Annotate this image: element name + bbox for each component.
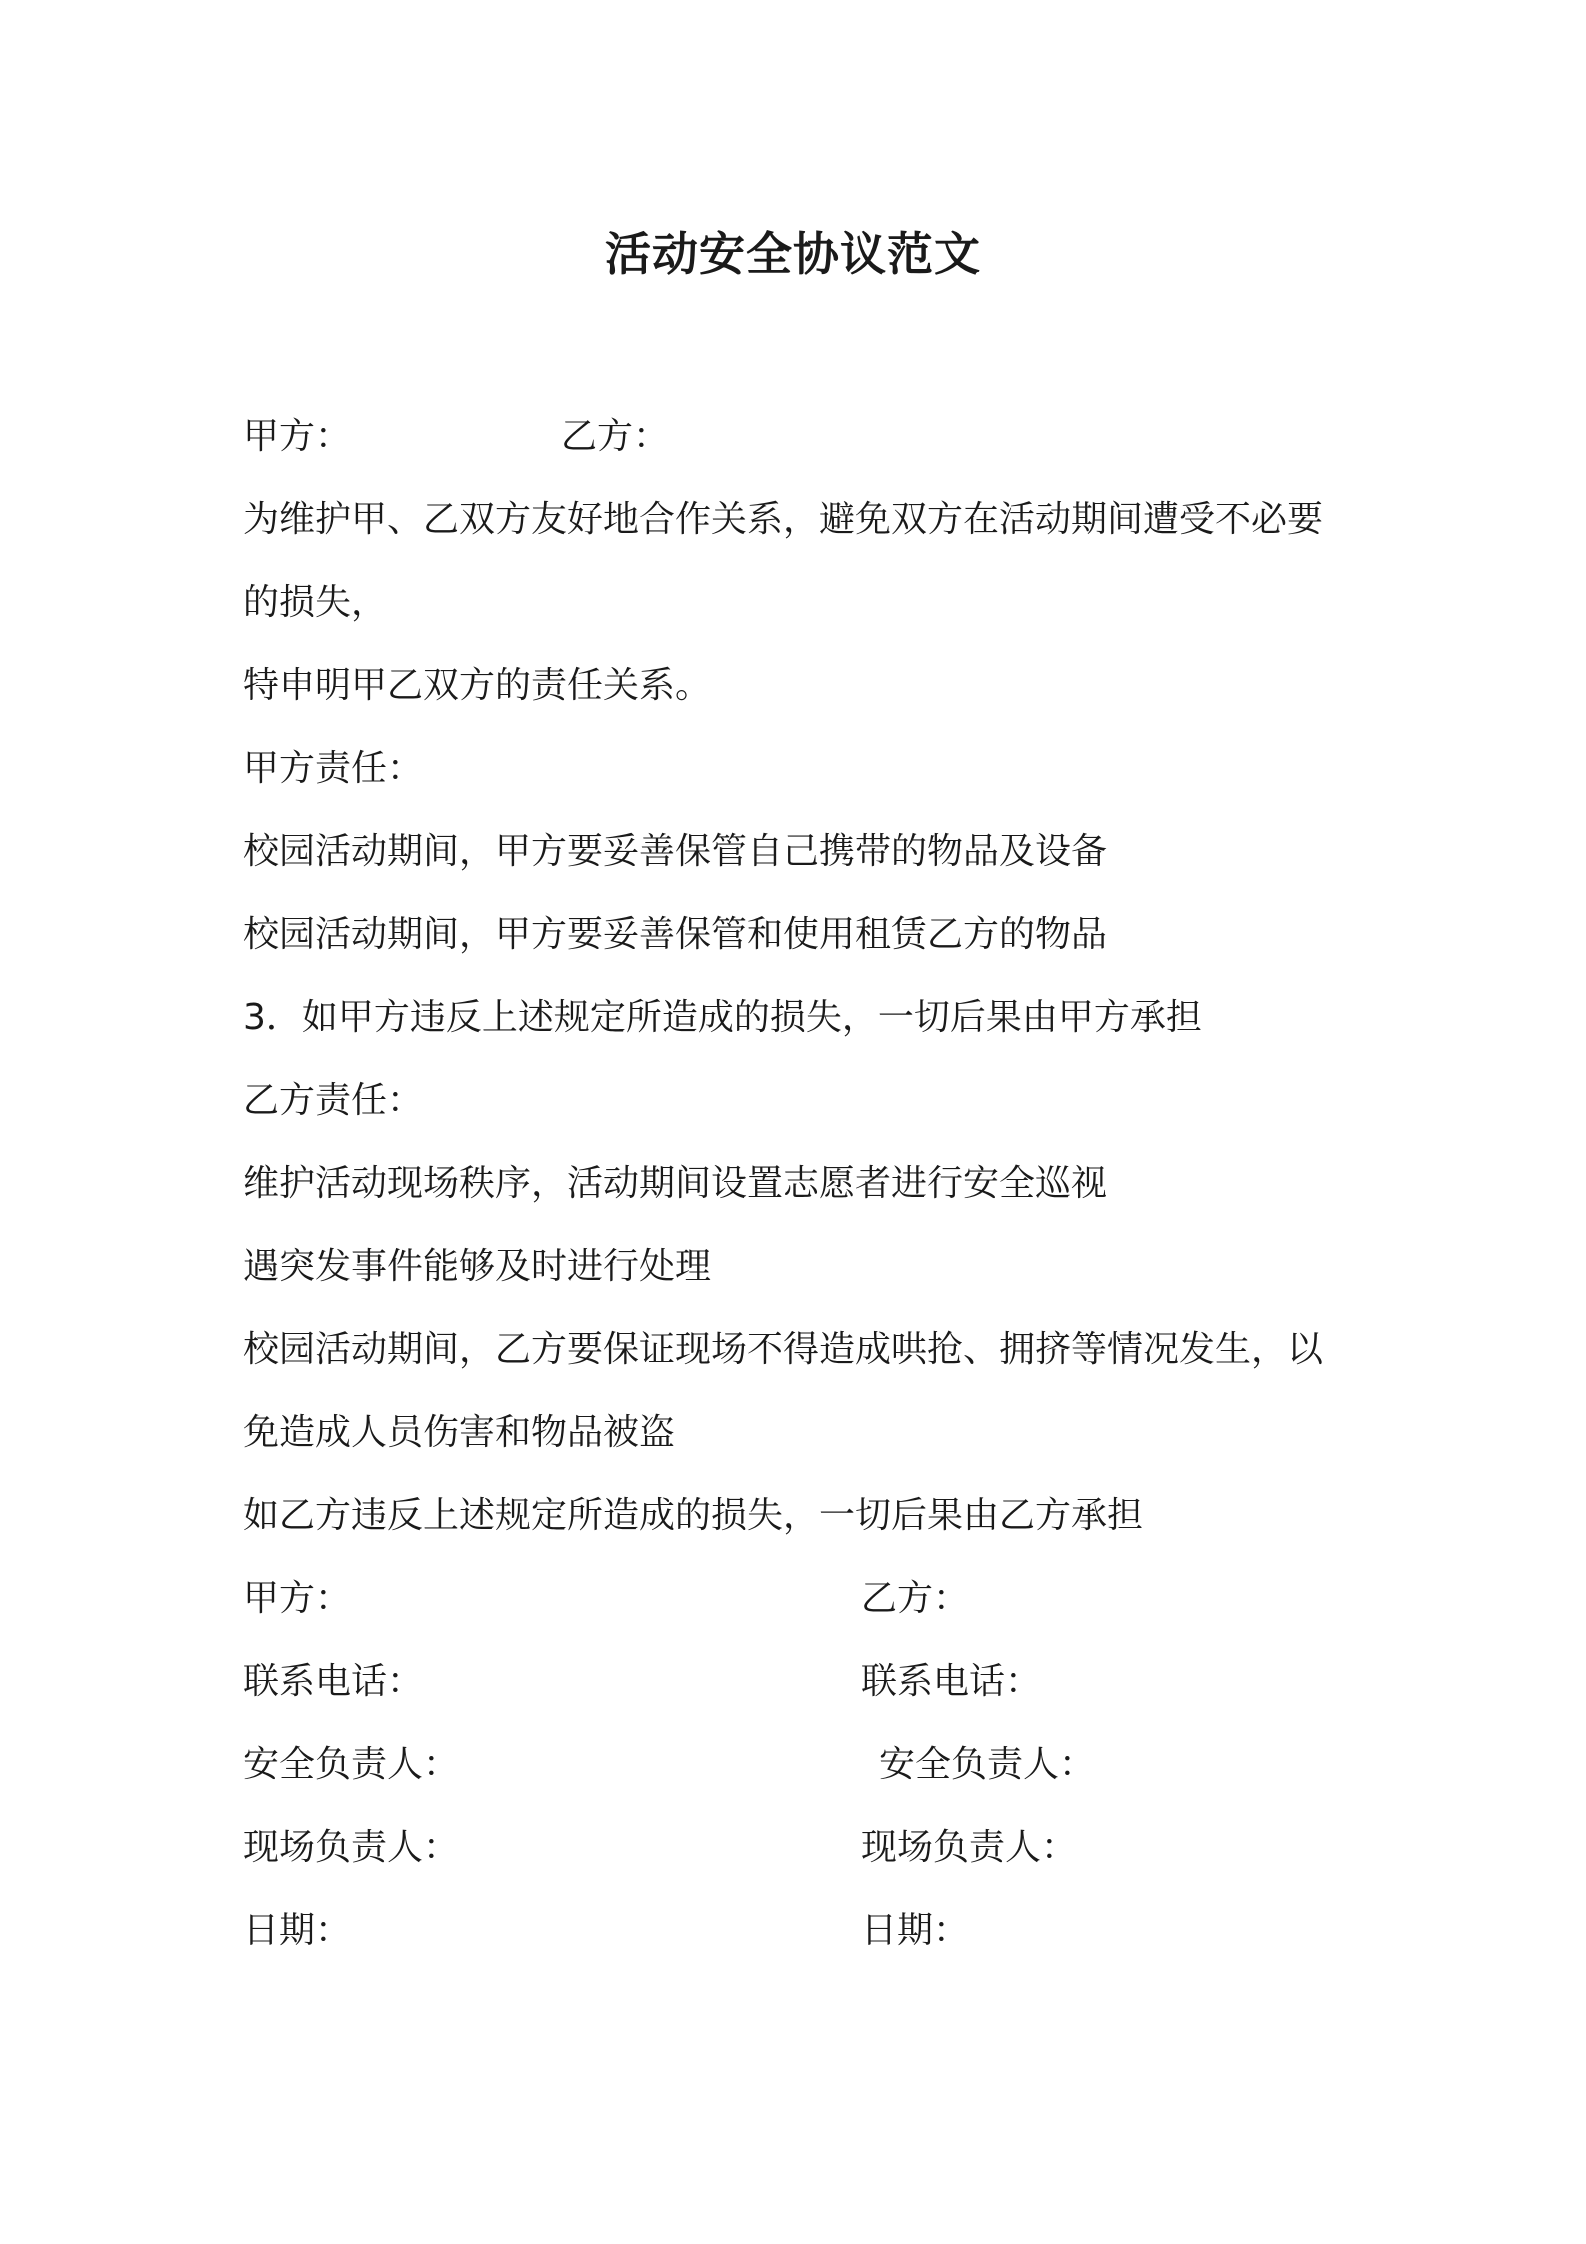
signature-site-officer-b: 现场负责人： (861, 1827, 1078, 1868)
intro-line-3: 特申明甲乙双方的责任关系。 (243, 665, 712, 706)
signature-safety-officer-a: 安全负责人： (243, 1744, 460, 1785)
header-party-b: 乙方： (561, 416, 670, 457)
signature-date-b: 日期： (861, 1910, 970, 1951)
party-b-responsibility-3-line-1: 校园活动期间，乙方要保证现场不得造成哄抢、拥挤等情况发生，以 (243, 1329, 1324, 1370)
party-b-responsibility-heading: 乙方责任： (243, 1080, 424, 1121)
party-a-responsibility-3: 3．如甲方违反上述规定所造成的损失，一切后果由甲方承担 (243, 997, 1202, 1038)
party-b-responsibility-3-line-2: 免造成人员伤害和物品被盗 (243, 1412, 676, 1453)
intro-line-2: 的损失， (243, 582, 388, 623)
signature-site-officer-a: 现场负责人： (243, 1827, 460, 1868)
party-a-responsibility-2: 校园活动期间，甲方要妥善保管和使用租赁乙方的物品 (243, 914, 1108, 955)
party-a-responsibility-heading: 甲方责任： (243, 748, 424, 789)
signature-party-a: 甲方： (243, 1578, 352, 1619)
party-b-responsibility-1: 维护活动现场秩序，活动期间设置志愿者进行安全巡视 (243, 1163, 1108, 1204)
header-party-a: 甲方： (243, 416, 352, 457)
party-b-responsibility-2: 遇突发事件能够及时进行处理 (243, 1246, 712, 1287)
party-a-responsibility-1: 校园活动期间，甲方要妥善保管自己携带的物品及设备 (243, 831, 1108, 872)
party-b-responsibility-4: 如乙方违反上述规定所造成的损失，一切后果由乙方承担 (243, 1495, 1144, 1536)
signature-phone-b: 联系电话： (861, 1661, 1042, 1702)
intro-line-1: 为维护甲、乙双方友好地合作关系，避免双方在活动期间遭受不必要 (243, 499, 1324, 540)
document-title: 活动安全协议范文 (605, 227, 981, 281)
signature-party-b: 乙方： (861, 1578, 970, 1619)
signature-date-a: 日期： (243, 1910, 352, 1951)
signature-phone-a: 联系电话： (243, 1661, 424, 1702)
signature-safety-officer-b: 安全负责人： (879, 1744, 1096, 1785)
